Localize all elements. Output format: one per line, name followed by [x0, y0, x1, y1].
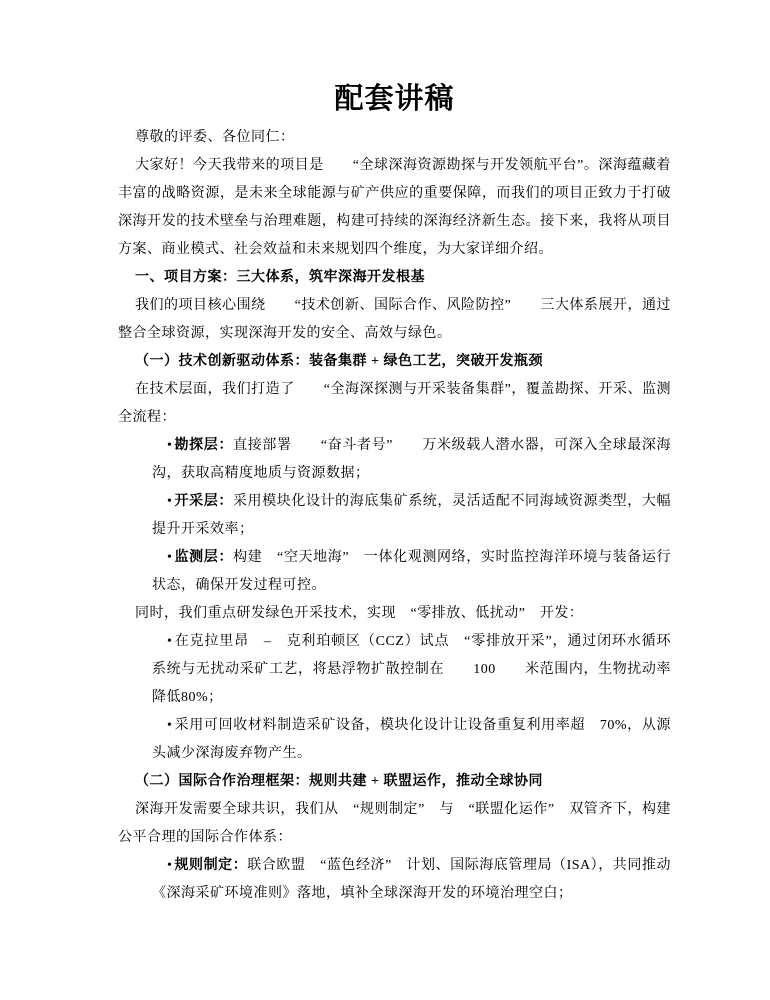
- list-item-rule-making: [152, 852, 671, 908]
- bullet-text: 在克拉里昂 – 克利珀顿区（CCZ）试点 “零排放开采”，通过闭环水循环系统与无扰动采矿工艺，将悬浮物扩散控制在 100 米范围内，生物扰动率降低80%；: [152, 634, 671, 705]
- list-item-monitor-layer: [152, 544, 671, 600]
- green-tech-intro: 同时，我们重点研发绿色开采技术，实现 “零排放、低扰动” 开发：: [135, 606, 584, 621]
- bullet-text: 采用模块化设计的海底集矿系统，灵活适配不同海域资源类型，大幅提升开采效率；: [152, 494, 672, 537]
- bullet-icon: •: [167, 718, 173, 733]
- section-1-2-heading: （二）国际合作治理框架：规则共建 + 联盟运作，推动全球协同: [135, 774, 543, 789]
- document-title: 配套讲稿: [334, 83, 455, 115]
- bullet-text: 直接部署 “奋斗者号” 万米级载人潜水器，可深入全球最深海沟，获取高精度地质与资源数据；: [152, 438, 671, 481]
- bullet-label: 监测层：: [174, 550, 234, 565]
- bullet-label: 规则制定：: [174, 858, 248, 873]
- green-tech-bullet-list: [118, 628, 671, 768]
- list-item-mining-layer: [152, 488, 671, 544]
- bullet-label: 勘探层：: [174, 438, 234, 453]
- section-1-heading: 一、项目方案：三大体系，筑牢深海开发根基: [135, 270, 425, 285]
- intro-paragraph: 大家好！今天我带来的项目是 “全球深海资源勘探与开发领航平台”。深海蕴藏着丰富的战略资源，是未来全球能源与矿产供应的重要保障，而我们的项目正致力于打破深海开发的技术壁垒与治理难题，构建可持续的深海经济新生态。接下来，我将从项目方案、商业模式、社会效益和未来规划四个维度，为大家详细介绍。: [118, 158, 671, 257]
- cooperation-bullet-list: [118, 852, 671, 908]
- bullet-text: 联合欧盟 “蓝色经济” 计划、国际海底管理局（ISA），共同推动《深海采矿环境准则》落地，填补全球深海开发的环境治理空白；: [152, 858, 671, 901]
- greeting-line: 尊敬的评委、各位同仁：: [135, 130, 295, 145]
- bullet-text: 采用可回收材料制造采矿设备，模块化设计让设备重复利用率超 70%，从源头减少深海废弃物产生。: [152, 718, 671, 761]
- bullet-icon: •: [167, 494, 173, 509]
- bullet-label: 开采层：: [174, 494, 233, 509]
- section-1-intro: 我们的项目核心围绕 “技术创新、国际合作、风险防控” 三大体系展开，通过整合全球资源，实现深海开发的安全、高效与绿色。: [118, 298, 671, 341]
- section-1-2-intro: 深海开发需要全球共识，我们从 “规则制定” 与 “联盟化运作” 双管齐下，构建公平合理的国际合作体系：: [118, 802, 671, 845]
- tech-layer-bullet-list: [118, 432, 671, 600]
- bullet-icon: •: [167, 550, 173, 565]
- section-1-1-intro: 在技术层面，我们打造了 “全海深探测与开采装备集群”，覆盖勘探、开采、监测全流程：: [118, 382, 671, 425]
- section-1-1-heading: （一）技术创新驱动体系：装备集群 + 绿色工艺，突破开发瓶颈: [135, 354, 543, 369]
- list-item-ccz-pilot: [152, 628, 671, 712]
- bullet-icon: •: [167, 858, 173, 873]
- bullet-icon: •: [167, 634, 173, 649]
- bullet-text: 构建 “空天地海” 一体化观测网络，实时监控海洋环境与装备运行状态，确保开发过程可控。: [152, 550, 671, 593]
- bullet-icon: •: [167, 438, 173, 453]
- list-item-recyclable-equipment: [152, 712, 671, 768]
- list-item-survey-layer: [152, 432, 671, 488]
